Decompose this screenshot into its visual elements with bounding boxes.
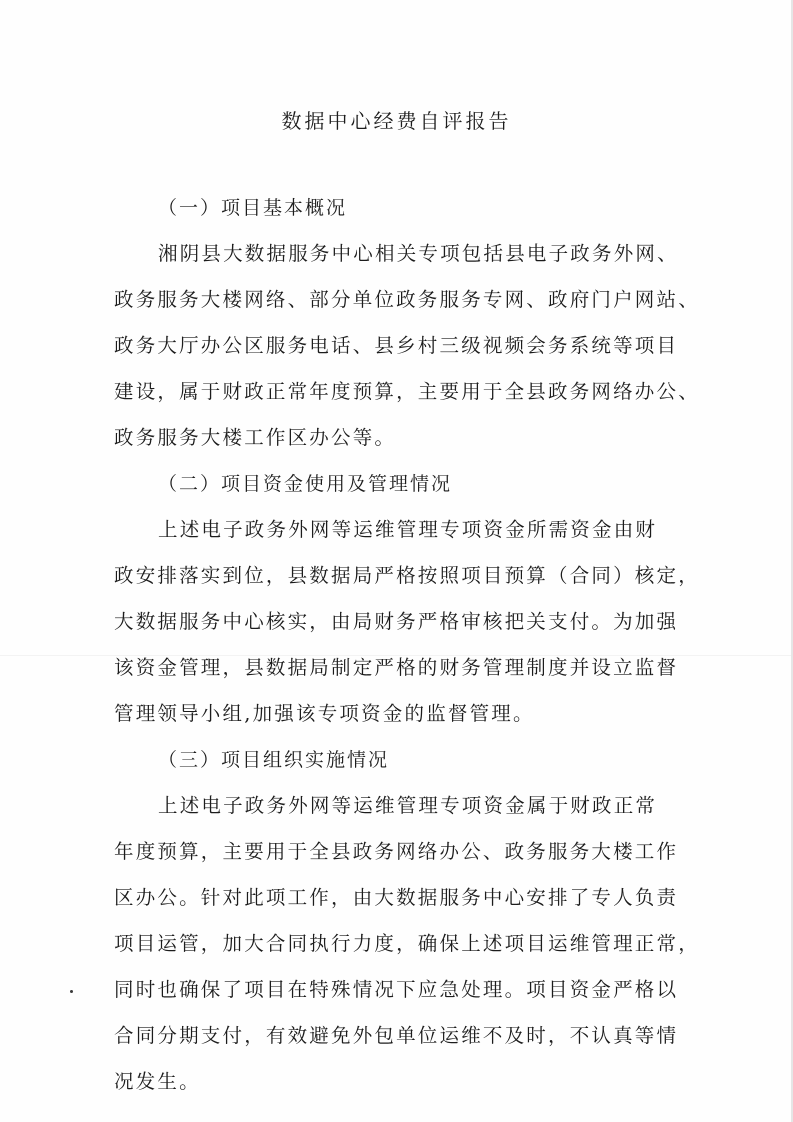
- paragraph-line: 合同分期支付，有效避免外包单位运维不及时，不认真等情: [114, 1024, 679, 1047]
- paragraph-line: 管理领导小组,加强该专项资金的监督管理。: [114, 702, 535, 725]
- section-heading-3: （三）项目组织实施情况: [158, 749, 390, 771]
- paragraph-line: 政务大厅办公区服务电话、县乡村三级视频会务系统等项目: [114, 334, 679, 357]
- paragraph-line: 湘阴县大数据服务中心相关专项包括县电子政务外网、: [158, 242, 679, 265]
- paragraph-line: 政安排落实到位，县数据局严格按照项目预算（合同）核定，: [114, 564, 700, 587]
- paragraph-line: 该资金管理，县数据局制定严格的财务管理制度并设立监督: [114, 656, 679, 679]
- paragraph-line: 上述电子政务外网等运维管理专项资金属于财政正常: [158, 794, 658, 817]
- paragraph-line: 上述电子政务外网等运维管理专项资金所需资金由财: [158, 518, 658, 541]
- section-heading-2: （二）项目资金使用及管理情况: [158, 473, 453, 495]
- paragraph-line: 建设，属于财政正常年度预算，主要用于全县政务网络办公、: [114, 380, 700, 403]
- paragraph-line: 况发生。: [114, 1070, 201, 1093]
- paragraph-line: 项目运管，加大合同执行力度，确保上述项目运维管理正常，: [114, 932, 700, 955]
- paragraph-line: 同时也确保了项目在特殊情况下应急处理。项目资金严格以: [114, 978, 679, 1001]
- section-heading-1: （一）项目基本概况: [158, 197, 348, 219]
- paragraph-line: 区办公。针对此项工作，由大数据服务中心安排了专人负责: [114, 886, 679, 909]
- document-title: 数据中心经费自评报告: [281, 109, 512, 133]
- paragraph-line: 政务服务大楼网络、部分单位政务服务专网、政府门户网站、: [114, 288, 700, 311]
- document-body: [114, 185, 700, 1105]
- paragraph-line: 大数据服务中心核实，由局财务严格审核把关支付。为加强: [114, 610, 679, 633]
- scan-speck: [70, 990, 73, 993]
- paragraph-line: 政务服务大楼工作区办公等。: [114, 426, 397, 449]
- paragraph-line: 年度预算，主要用于全县政务网络办公、政务服务大楼工作: [114, 840, 679, 863]
